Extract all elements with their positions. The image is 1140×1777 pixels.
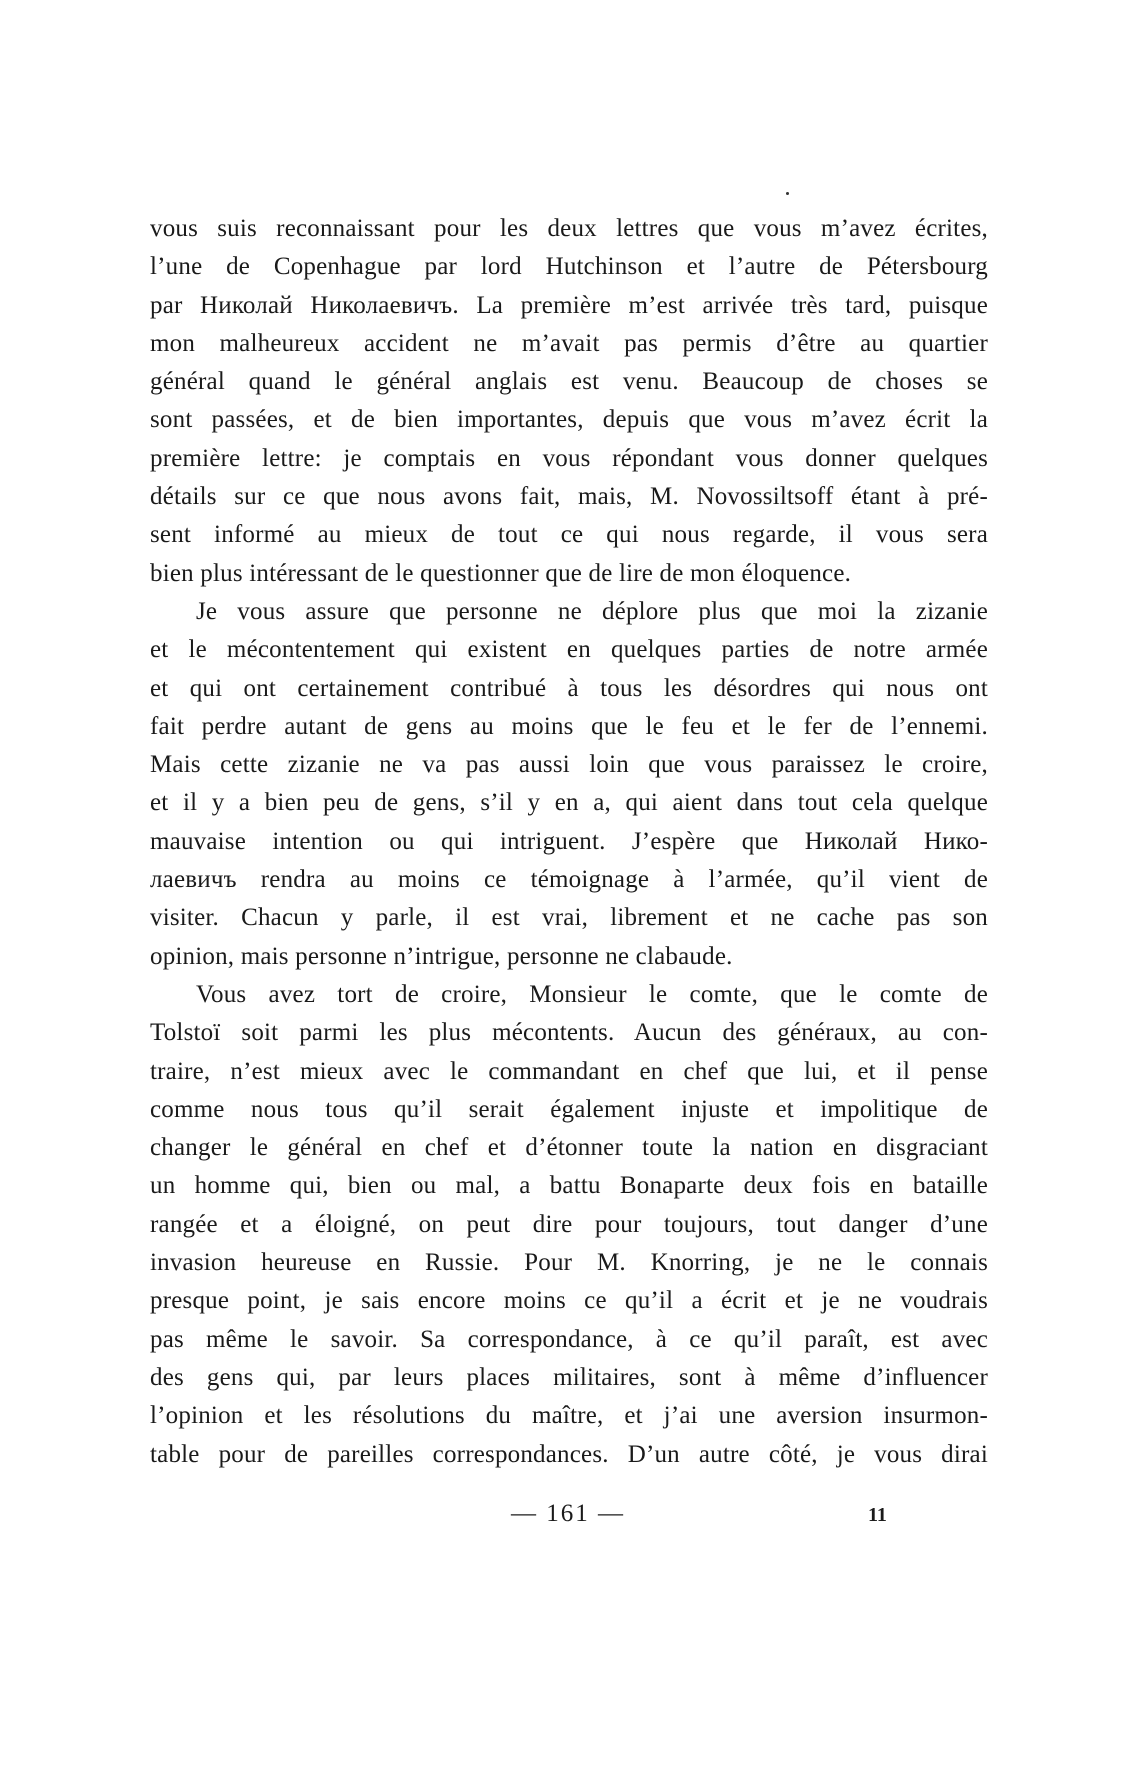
paragraph-1 bbox=[150, 210, 988, 593]
text-line: invasion heureuse en Russie. Pour M. Knorring, je ne le connais bbox=[150, 1249, 988, 1277]
text-line: Vous avez tort de croire, Monsieur le comte, que le comte de bbox=[196, 980, 988, 1008]
text-line: sent informé au mieux de tout ce qui nous regarde, il vous sera bbox=[150, 521, 988, 549]
text-line: Mais cette zizanie ne va pas aussi loin que vous paraissez le croire, bbox=[150, 751, 988, 779]
text-line: des gens qui, par leurs places militaires, sont à même d’influencer bbox=[150, 1363, 988, 1391]
page-number: — 161 — bbox=[511, 1500, 625, 1527]
text-line: Je vous assure que personne ne déplore plus que moi la zizanie bbox=[196, 597, 988, 625]
text-line: mon malheureux accident ne m’avait pas permis d’être au quartier bbox=[150, 329, 988, 357]
text-line: opinion, mais personne n’intrigue, personne ne clabaude. bbox=[150, 942, 733, 970]
text-line: première lettre: je comptais en vous répondant vous donner quelques bbox=[150, 444, 988, 472]
text-line: général quand le général anglais est venu. Beaucoup de choses se bbox=[150, 368, 988, 396]
text-line: fait perdre autant de gens au moins que le feu et le fer de l’ennemi. bbox=[150, 712, 988, 740]
text-line: comme nous tous qu’il serait également injuste et impolitique de bbox=[150, 1095, 988, 1123]
text-line: лаевичъ rendra au moins ce témoignage à l’armée, qu’il vient de bbox=[150, 866, 988, 894]
text-line: par Николай Николаевичъ. La première m’est arrivée très tard, puisque bbox=[150, 291, 988, 319]
stray-ink-dot bbox=[786, 192, 789, 195]
text-line: Tolstoï soit parmi les plus mécontents. Aucun des généraux, au con- bbox=[150, 1019, 988, 1047]
text-line: l’une de Copenhague par lord Hutchinson et l’autre de Pétersbourg bbox=[150, 253, 988, 281]
text-line: et le mécontentement qui existent en quelques parties de notre armée bbox=[150, 636, 988, 664]
text-line: et qui ont certainement contribué à tous les désordres qui nous ont bbox=[150, 674, 988, 702]
text-line: presque point, je sais encore moins ce qu’il a écrit et je ne voudrais bbox=[150, 1287, 988, 1315]
text-line: sont passées, et de bien importantes, depuis que vous m’avez écrit la bbox=[150, 406, 988, 434]
main-text bbox=[150, 210, 988, 1474]
text-line: pas même le savoir. Sa correspondance, à ce qu’il paraît, est avec bbox=[150, 1325, 988, 1353]
text-line: changer le général en chef et d’étonner toute la nation en disgraciant bbox=[150, 1134, 988, 1162]
text-line: un homme qui, bien ou mal, a battu Bonaparte deux fois en bataille bbox=[150, 1172, 988, 1200]
paragraph-2 bbox=[150, 593, 988, 976]
text-line: l’opinion et les résolutions du maître, et j’ai une aversion insurmon- bbox=[150, 1402, 988, 1430]
text-line: traire, n’est mieux avec le commandant en chef que lui, et il pense bbox=[150, 1057, 988, 1085]
text-line: bien plus intéressant de le questionner que de lire de mon éloquence. bbox=[150, 559, 852, 587]
paragraph-3 bbox=[150, 976, 988, 1474]
page-footer bbox=[0, 1500, 1140, 1540]
signature-mark: 11 bbox=[868, 1504, 887, 1526]
text-line: visiter. Chacun y parle, il est vrai, librement et ne cache pas son bbox=[150, 904, 988, 932]
text-line: détails sur ce que nous avons fait, mais, M. Novossiltsoff étant à pré- bbox=[150, 483, 988, 511]
text-line: table pour de pareilles correspondances. D’un autre côté, je vous dirai bbox=[150, 1440, 988, 1468]
text-line: vous suis reconnaissant pour les deux lettres que vous m’avez écrites, bbox=[150, 215, 988, 242]
text-line: et il y a bien peu de gens, s’il y en a, qui aient dans tout cela quelque bbox=[150, 789, 988, 817]
text-line: mauvaise intention ou qui intriguent. J’espère que Николай Нико- bbox=[150, 827, 988, 855]
text-line: rangée et a éloigné, on peut dire pour toujours, tout danger d’une bbox=[150, 1210, 988, 1238]
